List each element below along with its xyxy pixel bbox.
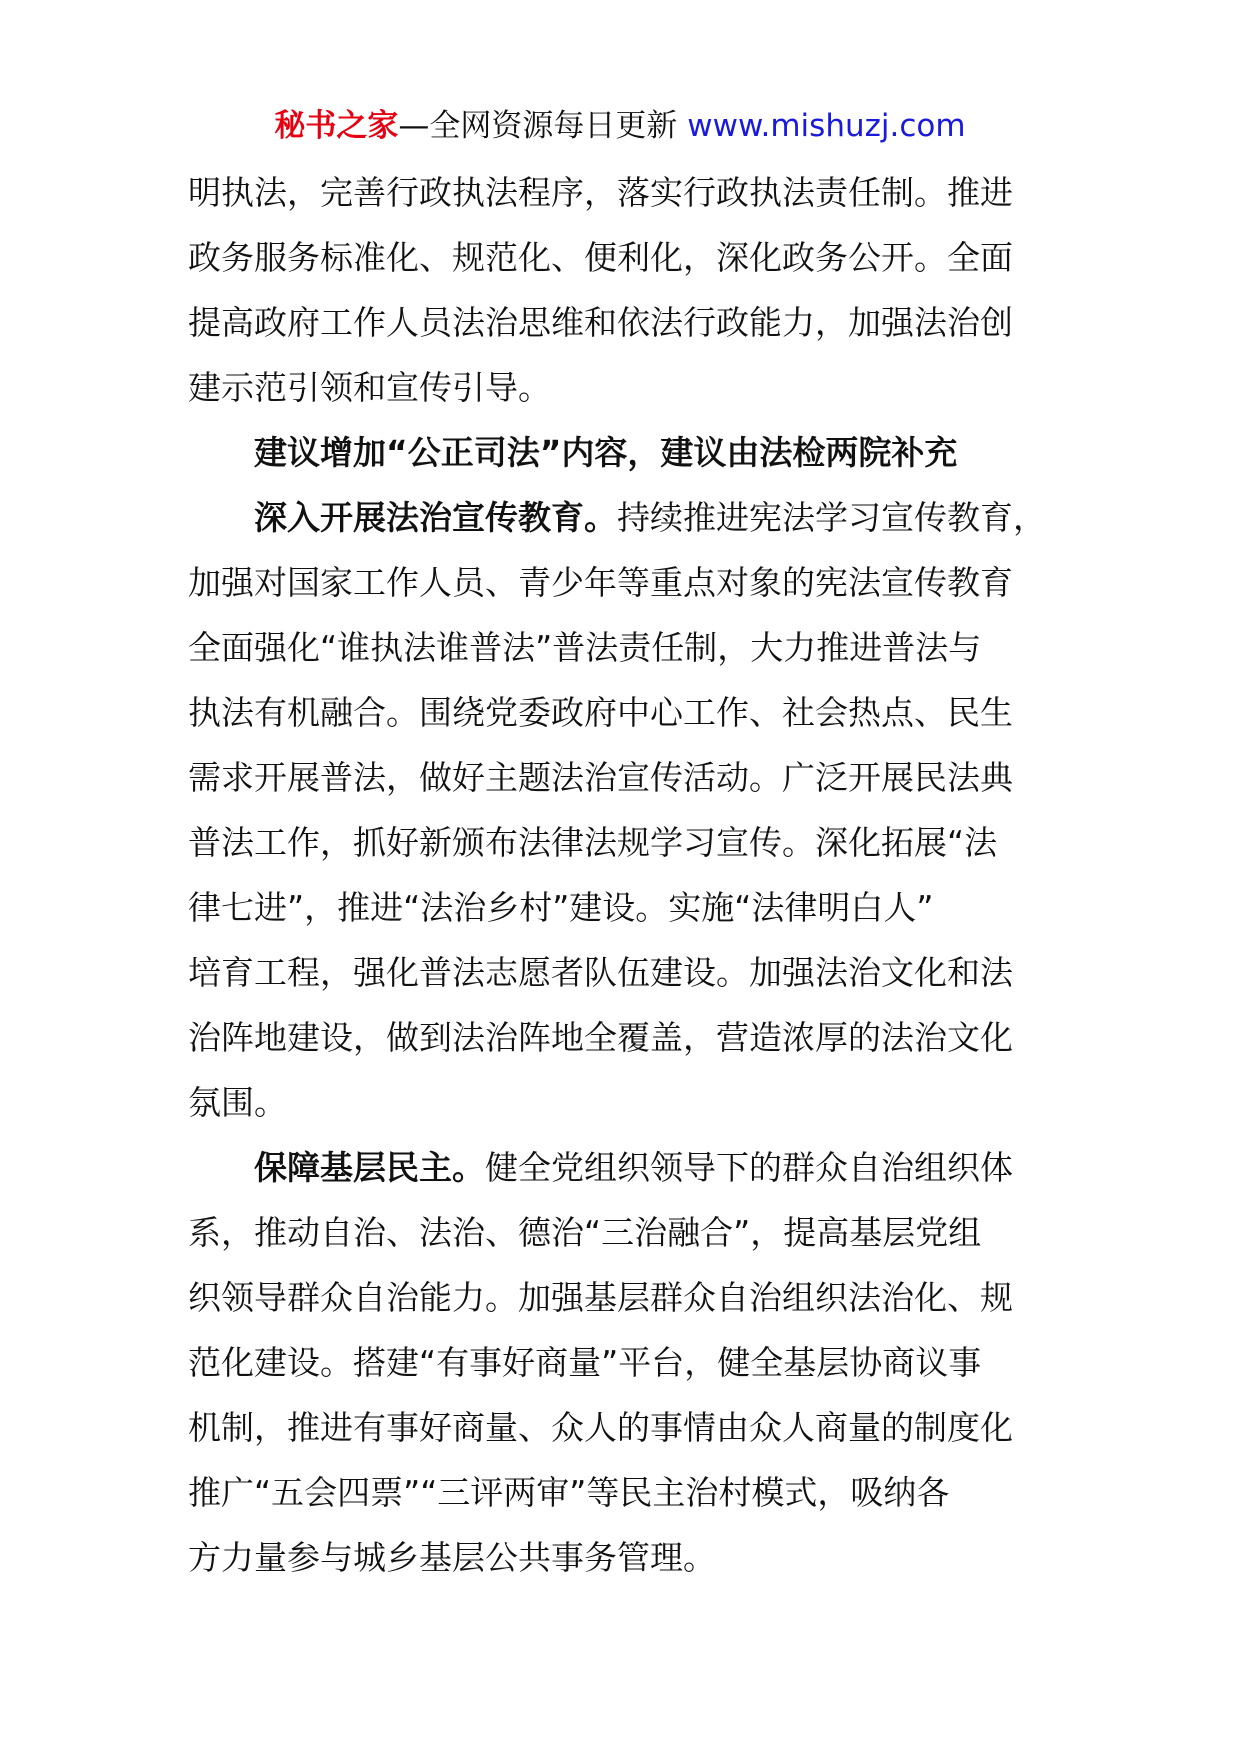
body-text: 持续推进宪法学习宣传教育，: [617, 498, 1046, 537]
body-line: 推广“五会四票”“三评两审”等民主治村模式，吸纳各: [188, 1473, 950, 1512]
body-line: 治阵地建设，做到法治阵地全覆盖，营造浓厚的法治文化: [188, 1018, 1013, 1057]
header-tagline: —全网资源每日更新: [398, 108, 688, 144]
section-note-heading: 建议增加“公正司法”内容，建议由法检两院补充: [254, 433, 958, 472]
document-body: [188, 160, 1068, 1590]
body-line: 方力量参与城乡基层公共事务管理。: [188, 1538, 716, 1577]
body-line: 政务服务标准化、规范化、便利化，深化政务公开。全面: [188, 238, 1013, 277]
body-line: 氛围。: [188, 1083, 287, 1122]
body-line: 培育工程，强化普法志愿者队伍建设。加强法治文化和法: [188, 953, 1013, 992]
body-line: 机制，推进有事好商量、众人的事情由众人商量的制度化: [188, 1408, 1013, 1447]
site-url-link[interactable]: www.mishuzj.com: [687, 108, 966, 144]
body-line: 执法有机融合。围绕党委政府中心工作、社会热点、民生: [188, 693, 1013, 732]
paragraph-start-line: [188, 485, 1068, 550]
site-header: [0, 104, 1240, 148]
body-line: 需求开展普法，做好主题法治宣传活动。广泛开展民法典: [188, 758, 1013, 797]
brand-name: 秘书之家: [274, 108, 399, 144]
body-text: 健全党组织领导下的群众自治组织体: [485, 1148, 1013, 1187]
body-line: 建示范引领和宣传引导。: [188, 368, 551, 407]
body-line: 织领导群众自治能力。加强基层群众自治组织法治化、规: [188, 1278, 1013, 1317]
paragraph-heading-grassroots-democracy: 保障基层民主。: [254, 1148, 485, 1187]
body-line: 加强对国家工作人员、青少年等重点对象的宪法宣传教育: [188, 563, 1013, 602]
body-line: 全面强化“谁执法谁普法”普法责任制，大力推进普法与: [188, 628, 982, 667]
body-line: 律七进”，推进“法治乡村”建设。实施“法律明白人”: [188, 888, 934, 927]
body-line: 普法工作，抓好新颁布法律法规学习宣传。深化拓展“法: [188, 823, 998, 862]
body-line: 范化建设。搭建“有事好商量”平台，健全基层协商议事: [188, 1343, 982, 1382]
body-line: 明执法，完善行政执法程序，落实行政执法责任制。推进: [188, 173, 1013, 212]
paragraph-heading-legal-education: 深入开展法治宣传教育。: [254, 498, 617, 537]
paragraph-start-line: [188, 1135, 1068, 1200]
body-line: 提高政府工作人员法治思维和依法行政能力，加强法治创: [188, 303, 1013, 342]
body-line: 系，推动自治、法治、德治“三治融合”，提高基层党组: [188, 1213, 982, 1252]
